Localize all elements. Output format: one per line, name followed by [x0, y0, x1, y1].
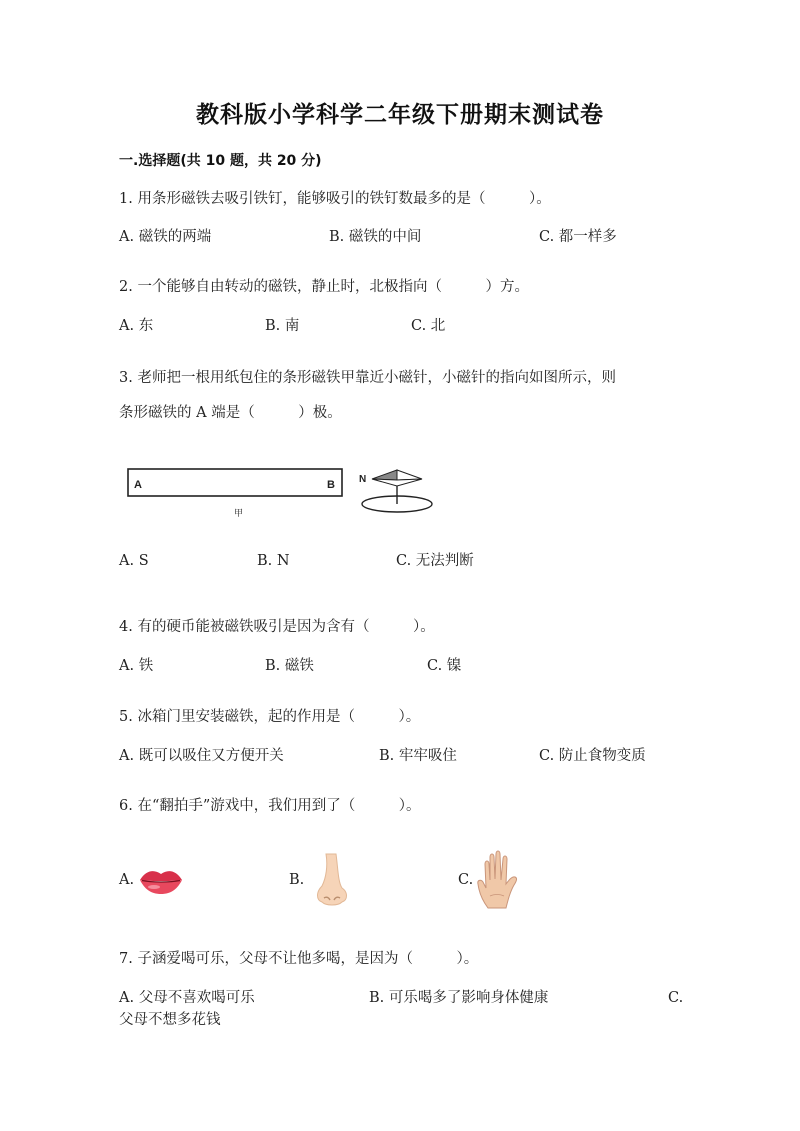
magnet-jia-label: 甲 — [234, 509, 244, 519]
q6-option-a[interactable]: A. — [119, 872, 135, 888]
question-2: 2. 一个能够自由转动的磁铁，静止时，北极指向（ ）方。 — [119, 279, 529, 295]
q7-option-b[interactable]: B. 可乐喝多了影响身体健康 — [369, 990, 549, 1006]
q1-option-c[interactable]: C. 都一样多 — [539, 229, 617, 245]
nose-icon — [312, 852, 352, 908]
q5-option-a[interactable]: A. 既可以吸住又方便开关 — [119, 748, 284, 764]
question-4: 4. 有的硬币能被磁铁吸引是因为含有（ ）。 — [119, 619, 435, 635]
q3-option-a[interactable]: A. S — [119, 553, 149, 569]
hand-icon — [476, 850, 520, 910]
q2-option-b[interactable]: B. 南 — [265, 318, 300, 334]
question-3-line-1: 3. 老师把一根用纸包住的条形磁铁甲靠近小磁针，小磁针的指向如图所示，则 — [119, 370, 616, 386]
compass-needle-south — [397, 470, 422, 480]
q7-option-c[interactable]: C. — [668, 990, 684, 1006]
q6-option-b[interactable]: B. — [289, 872, 305, 888]
q4-option-a[interactable]: A. 铁 — [119, 658, 154, 674]
question-7: 7. 子涵爱喝可乐，父母不让他多喝，是因为（ ）。 — [119, 951, 479, 967]
question-1: 1. 用条形磁铁去吸引铁钉，能够吸引的铁钉数最多的是（ ）。 — [119, 191, 551, 207]
question-5: 5. 冰箱门里安装磁铁，起的作用是（ ）。 — [119, 709, 421, 725]
q4-option-c[interactable]: C. 镍 — [427, 658, 462, 674]
lips-icon — [138, 866, 184, 896]
page-title: 教科版小学科学二年级下册期末测试卷 — [196, 102, 604, 128]
section-heading: 一.选择题(共 10 题，共 20 分) — [119, 153, 322, 169]
compass-n-label: N — [359, 474, 367, 485]
q3-option-c[interactable]: C. 无法判断 — [396, 553, 474, 569]
q1-option-a[interactable]: A. 磁铁的两端 — [119, 229, 212, 245]
magnet-end-b-label: B — [327, 479, 335, 491]
q2-option-c[interactable]: C. 北 — [411, 318, 446, 334]
q7-option-c-wrapped-text: 父母不想多花钱 — [119, 1012, 221, 1028]
q7-option-a[interactable]: A. 父母不喜欢喝可乐 — [119, 990, 255, 1006]
question-6: 6. 在“翻拍手”游戏中，我们用到了（ ）。 — [119, 798, 421, 814]
q2-option-a[interactable]: A. 东 — [119, 318, 154, 334]
q3-option-b[interactable]: B. N — [257, 553, 290, 569]
q5-option-b[interactable]: B. 牢牢吸住 — [379, 748, 457, 764]
q1-option-b[interactable]: B. 磁铁的中间 — [329, 229, 422, 245]
compass-needle-north — [372, 470, 397, 480]
question-3-line-2: 条形磁铁的 A 端是（ ）极。 — [119, 405, 342, 421]
q5-option-c[interactable]: C. 防止食物变质 — [539, 748, 646, 764]
magnet-end-a-label: A — [134, 479, 142, 491]
bar-magnet — [128, 469, 342, 496]
q4-option-b[interactable]: B. 磁铁 — [265, 658, 314, 674]
magnet-compass-figure — [120, 460, 440, 522]
q6-option-c[interactable]: C. — [458, 872, 474, 888]
